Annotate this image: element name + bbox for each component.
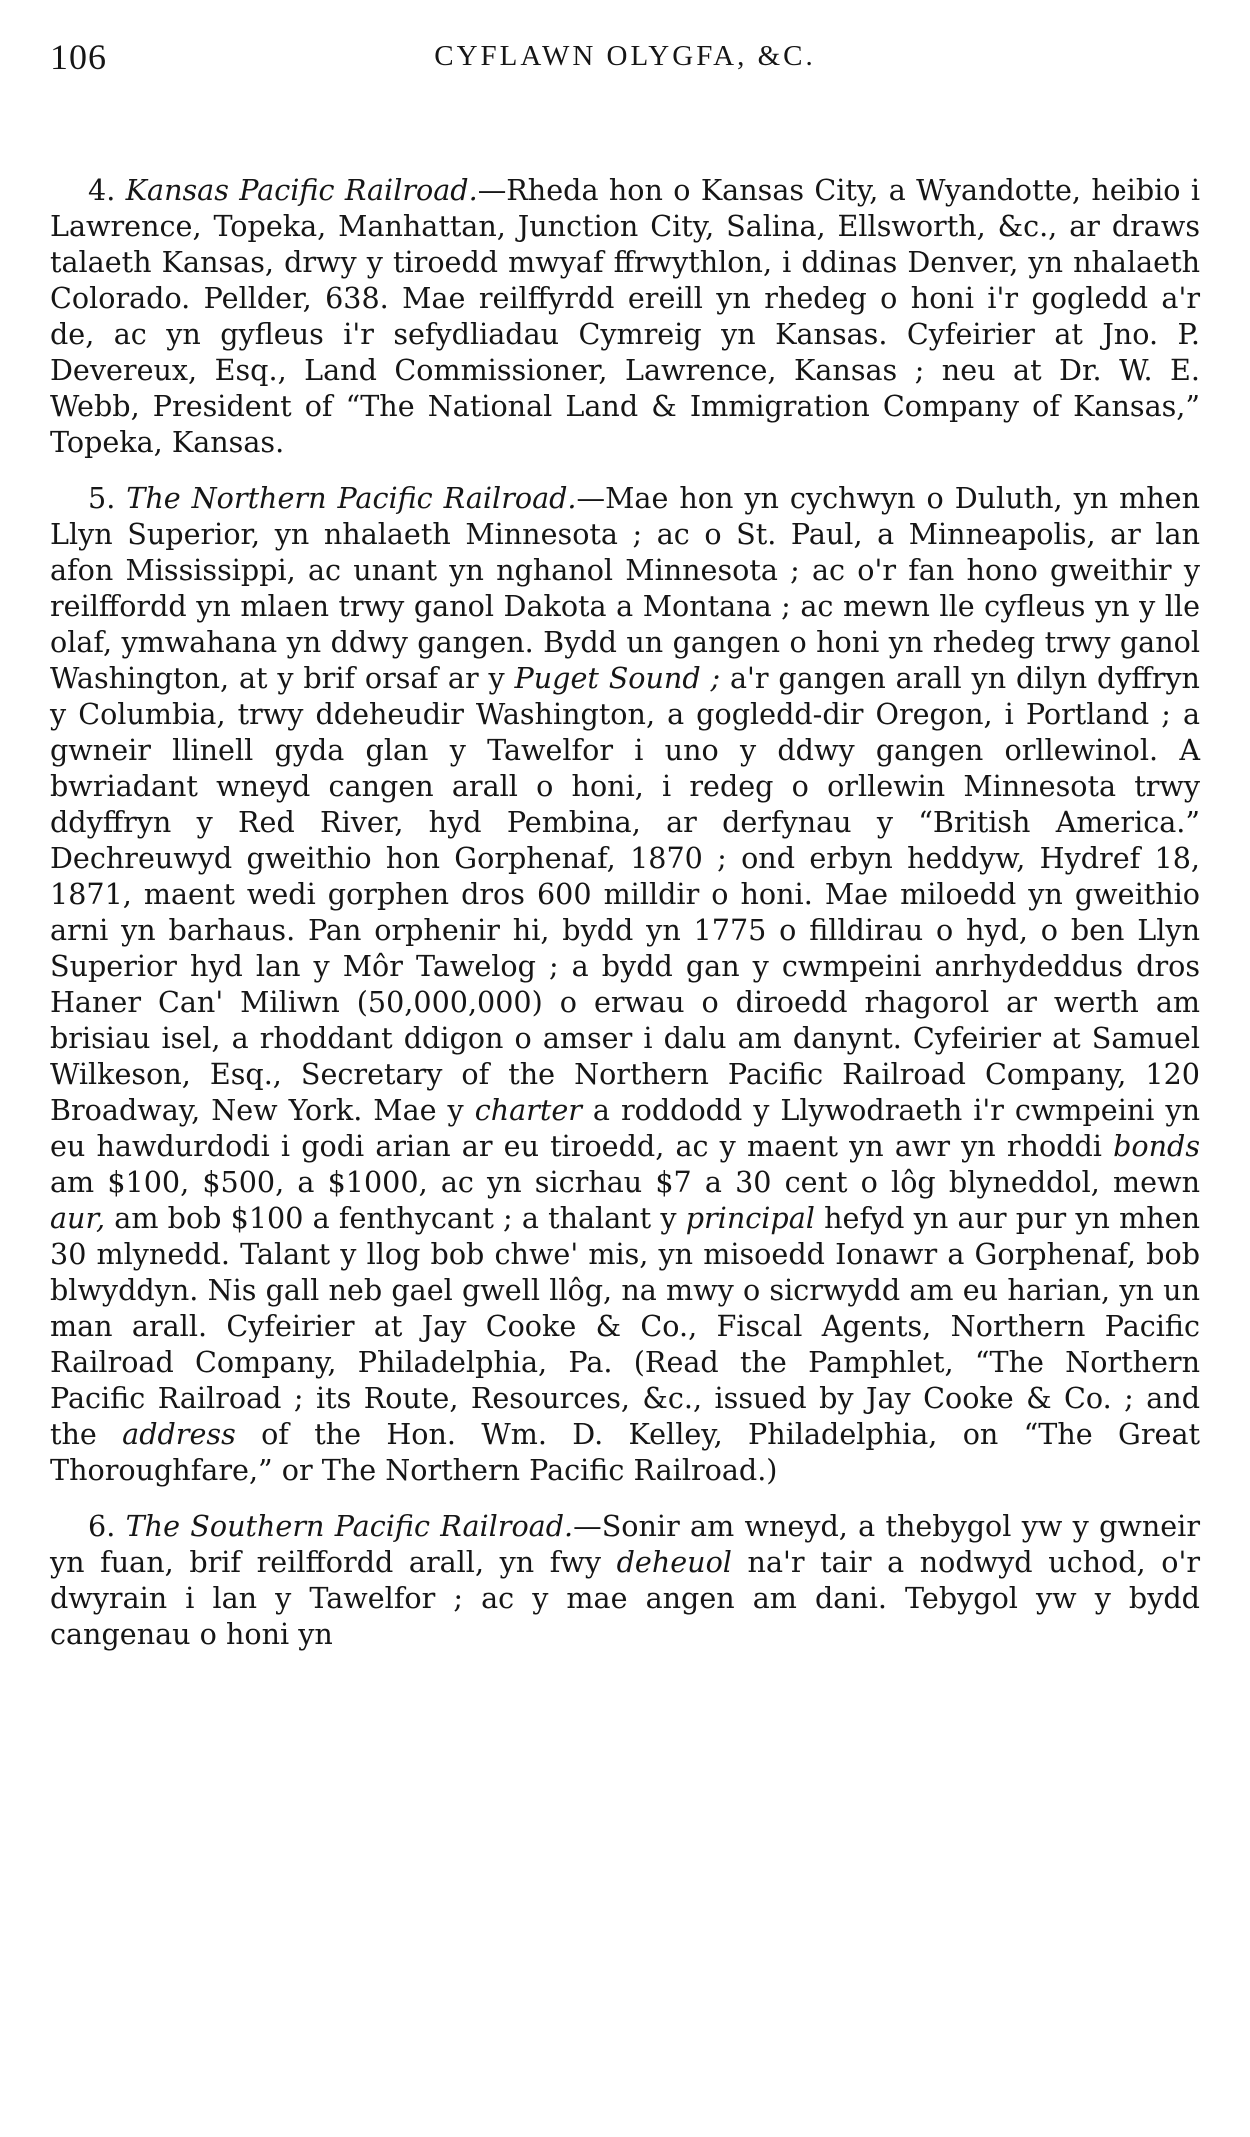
section-kansas-pacific: [50, 172, 1200, 460]
section-text: am $100, $500, a $1000, ac yn sicrhau $7 a 30 cent o lôg blyneddol, mewn: [50, 1165, 1200, 1199]
section-text: na'r tair a nodwyd uchod, o'r dwyrain i lan y Tawelfor ; ac y mae angen am dani. Tebygol yw y bydd cangenau o honi yn: [50, 1545, 1200, 1651]
running-title: CYFLAWN OLYGFA, &C.: [434, 40, 816, 72]
section-number: 4.: [88, 173, 116, 207]
section-southern-pacific: [50, 1508, 1200, 1652]
section-text: —Rheda hon o Kansas City, a Wyandotte, heibio i Lawrence, Topeka, Manhattan, Junction City, Salina, Ellsworth, &c., ar draws talaeth Kansas, drwy y tiroedd mwyaf ffrwythlon, i ddinas Denver, yn nhalaeth Colorado. Pellder, 638. Mae reilffyrdd ereill yn rhedeg o honi i'r gogledd a'r de, ac yn gyfleus i'r sefydliadau Cymreig yn Kansas. Cyfeirier at Jno. P. Devereux, Esq., Land Commissioner, Lawrence, Kansas ; neu at Dr. W. E. Webb, President of “The National Land & Immigration Company of Kansas,” Topeka, Kansas.: [50, 173, 1200, 459]
section-text: —Mae hon yn cychwyn o Duluth, yn mhen Llyn Superior, yn nhalaeth Minnesota ; ac o St. Paul, a Minneapolis, ar lan afon Mississippi, ac unant yn nghanol Minnesota ; ac o'r fan hono gweithir y reilffordd yn mlaen trwy ganol Dakota a Montana ; ac mewn lle cyfleus yn y lle olaf, ymwahana yn ddwy gangen. Bydd un gangen o honi yn rhedeg trwy ganol Washington, at y brif orsaf ar y: [50, 481, 1200, 695]
page-number: 106: [50, 37, 107, 77]
section-text: —Sonir am wneyd, a thebygol yw y gwneir yn fuan, brif reilffordd arall, yn fwy: [50, 1509, 1201, 1579]
italic-term: Puget Sound ;: [514, 661, 721, 695]
italic-term: bonds: [1113, 1129, 1200, 1163]
section-title: The Northern Pacific Railroad.: [126, 481, 577, 515]
page-body: [50, 172, 1200, 1652]
section-text: am bob $100 a fenthycant ; a thalant y: [105, 1201, 686, 1235]
italic-term: aur,: [50, 1201, 106, 1235]
italic-term: deheuol: [616, 1545, 732, 1579]
italic-term: charter: [474, 1093, 582, 1127]
section-title: Kansas Pacific Railroad.: [125, 173, 478, 207]
section-text: hefyd yn aur pur yn mhen 30 mlynedd. Talant y llog bob chwe' mis, yn misoedd Ionawr a Gorphenaf, bob blwyddyn. Nis gall neb gael gwell llôg, na mwy o sicrwydd am eu harian, yn un man arall. Cyfeirier at Jay Cooke & Co., Fiscal Agents, Northern Pacific Railroad Company, Philadelphia, Pa. (Read the Pamphlet, “The Northern Pacific Railroad ; its Route, Resources, &c., issued by Jay Cooke & Co. ; and the: [50, 1201, 1200, 1451]
section-number: 5.: [88, 481, 116, 515]
section-number: 6.: [88, 1509, 116, 1543]
section-text: a'r gangen arall yn dilyn dyffryn y Columbia, trwy ddeheudir Washington, a gogledd-dir Oregon, i Portland ; a gwneir llinell gyda glan y Tawelfor i uno y ddwy gangen orllewinol. A bwriadant wneyd cangen arall o honi, i redeg o orllewin Minnesota trwy ddyffryn y Red River, hyd Pembina, ar derfynau y “British America.” Dechreuwyd gweithio hon Gorphenaf, 1870 ; ond erbyn heddyw, Hydref 18, 1871, maent wedi gorphen dros 600 milldir o honi. Mae miloedd yn gweithio arni yn barhaus. Pan orphenir hi, bydd yn 1775 o filldirau o hyd, o ben Llyn Superior hyd lan y Môr Tawelog ; a bydd gan y cwmpeini anrhydeddus dros Haner Can' Miliwn (50,000,000) o erwau o diroedd rhagorol ar werth am brisiau isel, a rhoddant ddigon o amser i dalu am danynt. Cyfeirier at Samuel Wilkeson, Esq., Secretary of the Northern Pacific Railroad Company, 120 Broadway, New York. Mae y: [50, 661, 1200, 1127]
page-header: [50, 36, 1200, 84]
section-title: The Southern Pacific Railroad.: [125, 1509, 574, 1543]
italic-term: principal: [685, 1201, 815, 1235]
section-northern-pacific: [50, 480, 1200, 1488]
section-text: of the Hon. Wm. D. Kelley, Philadelphia, on “The Great Thoroughfare,” or The Northern Pacific Railroad.): [50, 1417, 1200, 1487]
italic-term: address: [122, 1417, 236, 1451]
section-text: a roddodd y Llywodraeth i'r cwmpeini yn eu hawdurdodi i godi arian ar eu tiroedd, ac y maent yn awr yn rhoddi: [50, 1093, 1200, 1163]
